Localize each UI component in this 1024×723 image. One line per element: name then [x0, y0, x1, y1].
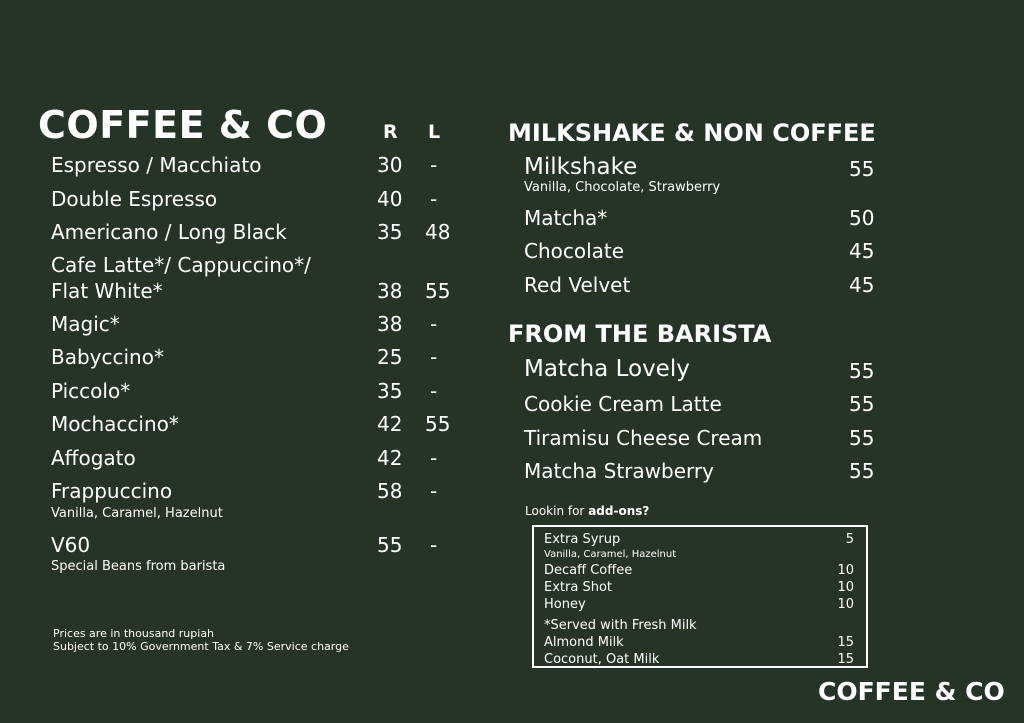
milkshake-item-name: Chocolate	[524, 239, 625, 263]
footer-brand-logo: COFFEE & CO	[818, 677, 1005, 706]
coffee-item-price-r: 42	[377, 446, 403, 470]
barista-item-price: 55	[849, 359, 875, 383]
addons-intro-text: Lookin for	[525, 504, 589, 518]
coffee-item-price-r: 35	[377, 220, 403, 244]
addon-price: 15	[837, 635, 854, 650]
coffee-item-price-l: -	[430, 533, 438, 557]
coffee-item-price-l: -	[430, 153, 438, 177]
barista-item-name: Tiramisu Cheese Cream	[524, 426, 763, 450]
coffee-item-price-r: 25	[377, 345, 403, 369]
coffee-item-name: Espresso / Macchiato	[51, 153, 262, 177]
milkshake-item-description: Vanilla, Chocolate, Strawberry	[524, 180, 721, 195]
barista-item-price: 55	[849, 392, 875, 416]
coffee-item-name: Affogato	[51, 446, 136, 470]
barista-item-name: Cookie Cream Latte	[524, 392, 722, 416]
barista-section-title: FROM THE BARISTA	[508, 320, 772, 348]
milkshake-item-name: Milkshake	[524, 154, 638, 180]
coffee-item-price-l: -	[430, 379, 438, 403]
coffee-item-price-r: 58	[377, 479, 403, 503]
addon-name: Coconut, Oat Milk	[544, 652, 660, 667]
coffee-item-price-l: 55	[425, 412, 451, 436]
coffee-item-name: Babyccino*	[51, 345, 164, 369]
addons-box	[532, 525, 868, 668]
addon-name: Decaff Coffee	[544, 563, 633, 578]
addon-name: Almond Milk	[544, 635, 624, 650]
barista-item-price: 55	[849, 459, 875, 483]
addon-price: 10	[837, 597, 854, 612]
coffee-item-price-r: 38	[377, 312, 403, 336]
addon-price: 10	[837, 563, 854, 578]
milkshake-item-price: 45	[849, 273, 875, 297]
barista-item-price: 55	[849, 426, 875, 450]
coffee-item-name: Frappuccino	[51, 479, 173, 503]
menu-title: COFFEE & CO	[38, 103, 328, 147]
milkshake-item-price: 45	[849, 239, 875, 263]
coffee-item-price-l: -	[430, 312, 438, 336]
coffee-item-description: Vanilla, Caramel, Hazelnut	[51, 506, 223, 521]
addon-name: Extra Shot	[544, 580, 612, 595]
coffee-item-price-l: 48	[425, 220, 451, 244]
column-regular-header: R	[383, 121, 398, 143]
coffee-item-price-r: 35	[377, 379, 403, 403]
coffee-item-price-r: 38	[377, 279, 403, 303]
addons-intro	[525, 504, 649, 518]
milkshake-item-price: 55	[849, 157, 875, 181]
coffee-item-name: Mochaccino*	[51, 412, 179, 436]
coffee-item-name: Double Espresso	[51, 187, 218, 211]
price-note: Prices are in thousand rupiah	[53, 627, 215, 640]
coffee-item-price-l: -	[430, 187, 438, 211]
coffee-item-price-r: 30	[377, 153, 403, 177]
coffee-item-price-l: 55	[425, 279, 451, 303]
column-large-header: L	[428, 121, 441, 143]
barista-item-name: Matcha Lovely	[524, 356, 690, 382]
addon-note: *Served with Fresh Milk	[544, 618, 697, 633]
coffee-item-description: Special Beans from barista	[51, 559, 226, 574]
addon-description: Vanilla, Caramel, Hazelnut	[544, 549, 677, 560]
barista-item-name: Matcha Strawberry	[524, 459, 714, 483]
addon-name: Honey	[544, 597, 586, 612]
coffee-item-price-r: 55	[377, 533, 403, 557]
tax-note: Subject to 10% Government Tax & 7% Service charge	[53, 640, 349, 653]
coffee-item-name: Magic*	[51, 312, 120, 336]
coffee-item-price-l: -	[430, 345, 438, 369]
coffee-item-name: Americano / Long Black	[51, 220, 287, 244]
addons-intro-bold: add-ons?	[588, 504, 650, 518]
milkshake-item-price: 50	[849, 206, 875, 230]
coffee-item-name: V60	[51, 533, 91, 557]
coffee-item-price-l: -	[430, 479, 438, 503]
addon-price: 10	[837, 580, 854, 595]
coffee-item-price-l: -	[430, 446, 438, 470]
milkshake-item-name: Red Velvet	[524, 273, 631, 297]
coffee-item-name: Cafe Latte*/ Cappuccino*/	[51, 253, 311, 277]
addon-name: Extra Syrup	[544, 532, 621, 547]
milkshake-section-title: MILKSHAKE & NON COFFEE	[508, 119, 876, 147]
coffee-item-name: Piccolo*	[51, 379, 131, 403]
addon-price: 5	[845, 532, 854, 547]
coffee-item-price-r: 40	[377, 187, 403, 211]
milkshake-item-name: Matcha*	[524, 206, 608, 230]
addon-price: 15	[837, 652, 854, 667]
coffee-item-name-line2: Flat White*	[51, 279, 163, 303]
coffee-item-price-r: 42	[377, 412, 403, 436]
